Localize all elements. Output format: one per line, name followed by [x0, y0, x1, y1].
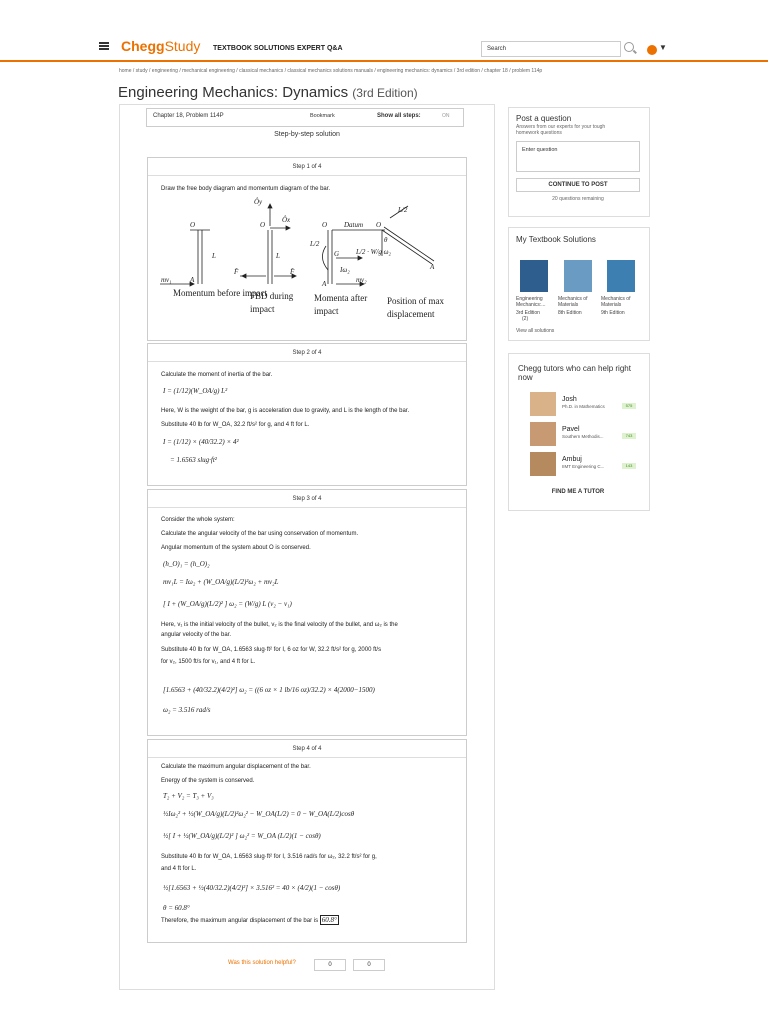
step-header: Step 3 of 4 — [148, 490, 466, 508]
step-header: Step 4 of 4 — [148, 740, 466, 758]
thumbs-up-button[interactable]: 0 — [314, 959, 346, 971]
show-all-toggle[interactable]: ON — [442, 113, 450, 119]
breadcrumb[interactable]: home / study / engineering / mechanical engineering / classical mechanics / classical mechanics solutions manuals / engineering mechanics: dynamics / 3rd edition / chapter 18 / problem 114p — [119, 68, 543, 74]
tutor-name-3[interactable]: Ambuj — [562, 456, 582, 463]
step3-line6: Substitute 40 lb for W_OA, 1.6563 slug·ft² for I, 6 oz for W, 32.2 ft/s² for g, 2000 ft/s — [161, 647, 382, 653]
chapter-select[interactable]: Chapter 18, Problem 114P — [153, 113, 224, 119]
step3-eq5: ω₂ = 3.516 rad/s — [163, 706, 211, 714]
label-f: F̂ — [234, 268, 239, 276]
step4-eq5: θ = 60.8° — [163, 904, 190, 912]
step2-line1: Calculate the moment of inertia of the bar. — [161, 372, 273, 378]
book-name-1[interactable]: Engineering Mechanics:... — [516, 296, 546, 308]
answer-box: 60.8° — [321, 916, 337, 924]
step3-line3: Angular momentum of the system about O is conserved. — [161, 545, 311, 551]
book-edition-3: 9th Edition — [601, 310, 625, 316]
step3-eq3: [ I + (W_OA/g)(L/2)² ] ω₂ = (W/g) L (v₂ − v₁) — [163, 600, 292, 608]
show-all-label: Show all steps: — [377, 113, 421, 119]
tutor-avatar-2[interactable] — [530, 422, 556, 446]
nav-expert-qa[interactable]: EXPERT Q&A — [297, 45, 343, 52]
tutor-sub-1: Ph.D. in Mathematics — [562, 404, 605, 409]
step-header: Step 2 of 4 — [148, 344, 466, 362]
label-a: A — [190, 276, 195, 284]
label-oy: Ôy — [254, 198, 263, 206]
step3-eq4: [1.6563 + (40/32.2)(4/2)²] ω₂ = ((6 oz × 1 lb/16 oz)/32.2) × 4(2000−1500) — [163, 686, 375, 694]
label-mv1: mv₁ — [161, 276, 172, 284]
label-l-half2: L/2 — [398, 206, 408, 214]
step4-eq1: T₂ + V₂ = T₃ + V₃ — [163, 792, 214, 800]
step2-line2: Here, W is the weight of the bar, g is acceleration due to gravity, and L is the length of the bar. — [161, 408, 410, 414]
feedback-question: Was this solution helpful? — [228, 960, 296, 966]
step1-text: Draw the free body diagram and momentum diagram of the bar. — [161, 186, 331, 192]
search-icon[interactable] — [624, 42, 634, 52]
label-f2: F̂ — [290, 268, 295, 276]
label-l: L — [212, 252, 216, 260]
label-datum: Datum — [344, 221, 364, 229]
label-o2: O — [260, 221, 266, 229]
label-mv2: mv₂ — [356, 276, 367, 284]
label-a2: A — [322, 280, 327, 288]
tutor-avatar-3[interactable] — [530, 452, 556, 476]
book-cover-1[interactable] — [520, 260, 548, 292]
caption-fbd: FBD during impact — [250, 291, 294, 314]
step4-eq3: ½[ I + ½(W_OA/g)(L/2)² ] ω₂² = W_OA (L/2)(1 − cosθ) — [163, 832, 321, 840]
tutor-name-2[interactable]: Pavel — [562, 426, 580, 433]
step3-line5: angular velocity of the bar. — [161, 632, 232, 638]
question-input[interactable]: Enter question — [516, 141, 640, 172]
label-l-half: L/2 — [310, 240, 320, 248]
label-a3: A — [430, 263, 435, 271]
search-input[interactable]: Search — [481, 41, 621, 57]
label-lw: L/2 · W/g ω₂ — [356, 248, 391, 256]
menu-icon[interactable] — [99, 42, 109, 50]
continue-to-post-button[interactable]: CONTINUE TO POST — [516, 178, 640, 192]
step2-eq2: I = (1/12) × (40/32.2) × 4² — [163, 438, 239, 446]
tutors-title: Chegg tutors who can help right now — [518, 364, 631, 382]
logo-product: Study — [164, 38, 201, 54]
step2-eq1: I = (1/12)(W_OA/g) L² — [163, 387, 228, 395]
step3-eq1: (h_O)₁ = (h_O)₂ — [163, 560, 210, 568]
step4-line1: Calculate the maximum angular displacement of the bar. — [161, 764, 311, 770]
top-bar — [0, 0, 768, 62]
label-theta: θ — [384, 236, 388, 244]
label-g: G — [334, 250, 340, 258]
step4-line5 — [161, 916, 339, 924]
tutor-sub-2: Southern Methodis... — [562, 434, 604, 439]
tutor-avatar-1[interactable] — [530, 392, 556, 416]
step2-line3: Substitute 40 lb for W_OA, 32.2 ft/s² for g, and 4 ft for L. — [161, 422, 310, 428]
step-by-step-title: Step-by-step solution — [274, 131, 340, 138]
caption-momentum: Momentum before impact — [173, 288, 267, 298]
nav-textbook-solutions[interactable]: TEXTBOOK SOLUTIONS — [213, 45, 295, 52]
textbooks-title: My Textbook Solutions — [516, 235, 596, 244]
page-title — [118, 84, 418, 101]
step4-eq2: ½Iω₂² + ½(W_OA/g)(L/2)²ω₂² − W_OA(L/2) = 0 − W_OA(L/2)cosθ — [163, 810, 355, 818]
fbd-diagram — [150, 196, 466, 296]
tutor-sub-3: IIMT Engineering C... — [562, 464, 605, 469]
find-tutor-button[interactable]: FIND ME A TUTOR — [551, 489, 605, 495]
label-o3: O — [322, 221, 328, 229]
step-header: Step 1 of 4 — [148, 158, 466, 176]
step3-eq2: mv₁L = Iω₂ + (W_OA/g)(L/2)²ω₂ + mv₂L — [163, 578, 279, 586]
questions-remaining: 20 questions remaining — [552, 196, 604, 202]
step4-line3: Substitute 40 lb for W_OA, 1.6563 slug·ft² for I, 3.516 rad/s for ω₂, 32.2 ft/s² for g, — [161, 854, 377, 860]
book-name-3[interactable]: Mechanics of Materials — [601, 296, 631, 308]
caption-max-displacement: Position of max displacement — [387, 296, 445, 319]
tutor-count-1: 575 — [622, 403, 636, 409]
step-2 — [147, 343, 467, 486]
step4-line5-text: Therefore, the maximum angular displacement of the bar is — [161, 918, 319, 924]
label-o4: O — [376, 221, 382, 229]
step-3 — [147, 489, 467, 736]
solution-tabs — [146, 108, 464, 127]
step4-eq4: ½[1.6563 + ½(40/32.2)(4/2)²] × 3.516² = 40 × (4/2)(1 − cosθ) — [163, 884, 341, 892]
thumbs-down-button[interactable]: 0 — [353, 959, 385, 971]
caption-momenta-after: Momenta after impact — [314, 293, 368, 316]
label-l2: L — [276, 252, 280, 260]
label-o: O — [190, 221, 196, 229]
label-ox: Ôx — [282, 216, 291, 224]
step4-line4: and 4 ft for L. — [161, 866, 197, 872]
tutor-count-3: 143 — [622, 463, 636, 469]
chegg-logo[interactable]: CheggStudy — [121, 38, 201, 54]
post-subtitle: Answers from our experts for your tough homework questions — [516, 124, 606, 136]
step4-line2: Energy of the system is conserved. — [161, 778, 255, 784]
step3-line7: for v₂, 1500 ft/s for v₁, and 4 ft for L. — [161, 659, 256, 665]
step3-line1: Consider the whole system: — [161, 517, 235, 523]
post-title: Post a question — [516, 114, 572, 123]
step3-line4: Here, v₁ is the initial velocity of the bullet, v₂ is the final velocity of the bullet, and ω₂ is the — [161, 622, 398, 628]
book-title: Engineering Mechanics: Dynamics — [118, 84, 349, 101]
chevron-down-icon[interactable]: ▼ — [659, 43, 667, 52]
tutor-count-2: 743 — [622, 433, 636, 439]
book-cover-2[interactable] — [564, 260, 592, 292]
book-cover-3[interactable] — [607, 260, 635, 292]
book-extra-1: (2) — [522, 316, 529, 322]
book-edition-2: 8th Edition — [558, 310, 582, 316]
step3-line2: Calculate the angular velocity of the bar using conservation of momentum. — [161, 531, 359, 537]
book-name-2[interactable]: Mechanics of Materials — [558, 296, 588, 308]
label-iw: Iω₂ — [340, 266, 350, 274]
tutor-name-1[interactable]: Josh — [562, 396, 577, 403]
book-edition-1: 3rd Edition — [516, 310, 540, 316]
step2-eq3: = 1.6563 slug·ft² — [170, 456, 217, 464]
bookmark-button[interactable]: Bookmark — [310, 113, 335, 119]
view-all-link[interactable]: View all solutions — [516, 328, 555, 334]
edition: (3rd Edition) — [352, 86, 418, 100]
avatar[interactable] — [647, 45, 657, 55]
